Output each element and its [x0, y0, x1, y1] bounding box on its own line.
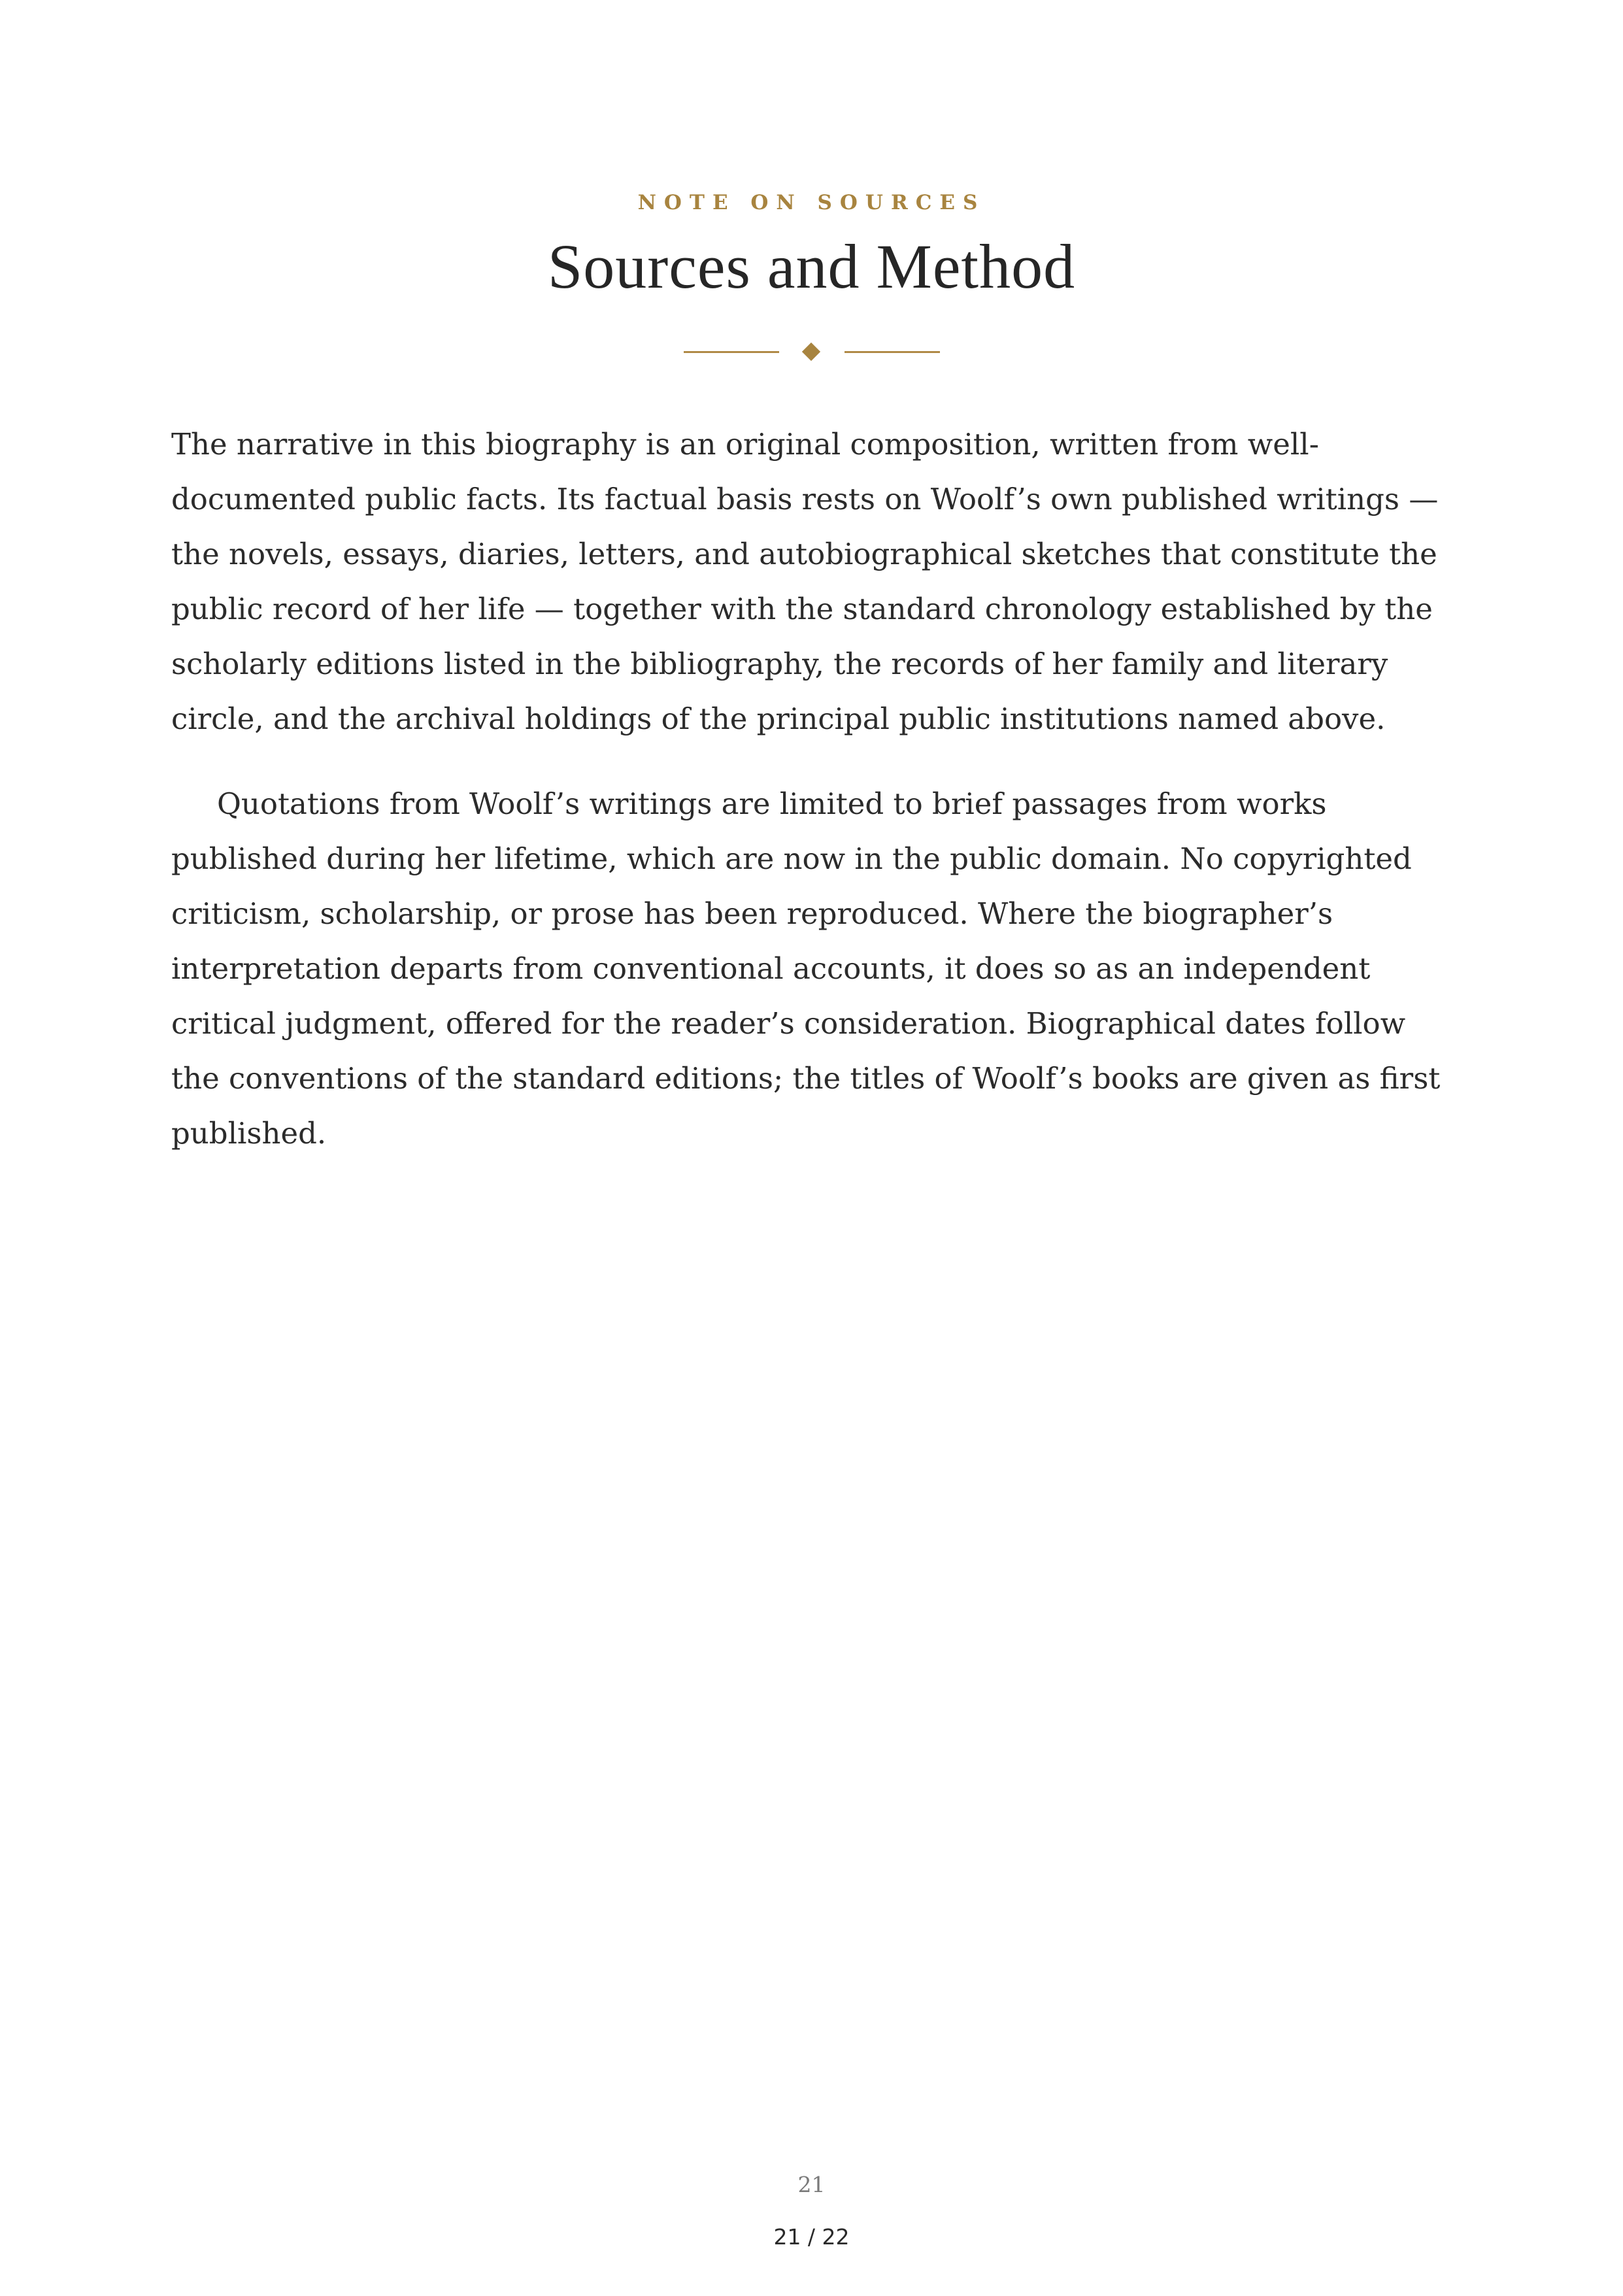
- diamond-icon: [802, 343, 820, 361]
- viewer-page-counter: 21 / 22: [773, 2224, 850, 2250]
- title-ornament: [684, 340, 940, 363]
- page-number: 21: [797, 2172, 826, 2197]
- body-paragraph: Quotations from Woolf’s writings are limited to brief passages from works published during her lifetime, which are now in the public domain. No copyrighted criticism, scholarship, or prose has been reproduced. Where the biographer’s interpretation departs from conventional accounts, it does so as an independent critical judgment, offered for the reader’s consideration. Biographical dates follow the conventions of the standard editions; the titles of Woolf’s books are given as first published.: [171, 786, 1441, 1151]
- page-title: Sources and Method: [547, 231, 1076, 301]
- section-kicker: NOTE ON SOURCES: [637, 191, 986, 214]
- body-paragraph: The narrative in this biography is an original composition, written from well-documented public facts. Its factual basis rests on Woolf’s own published writings — the novels, essays, diaries, letters, and autobiographical sketches that constitute the public record of her life — together with the standard chronology established by the scholarly editions listed in the bibliography, the records of her family and literary circle, and the archival holdings of the principal public institutions named above.: [171, 427, 1439, 736]
- body-text: [171, 417, 1456, 1161]
- ornament-rule-left: [684, 351, 779, 353]
- ornament-rule-right: [845, 351, 940, 353]
